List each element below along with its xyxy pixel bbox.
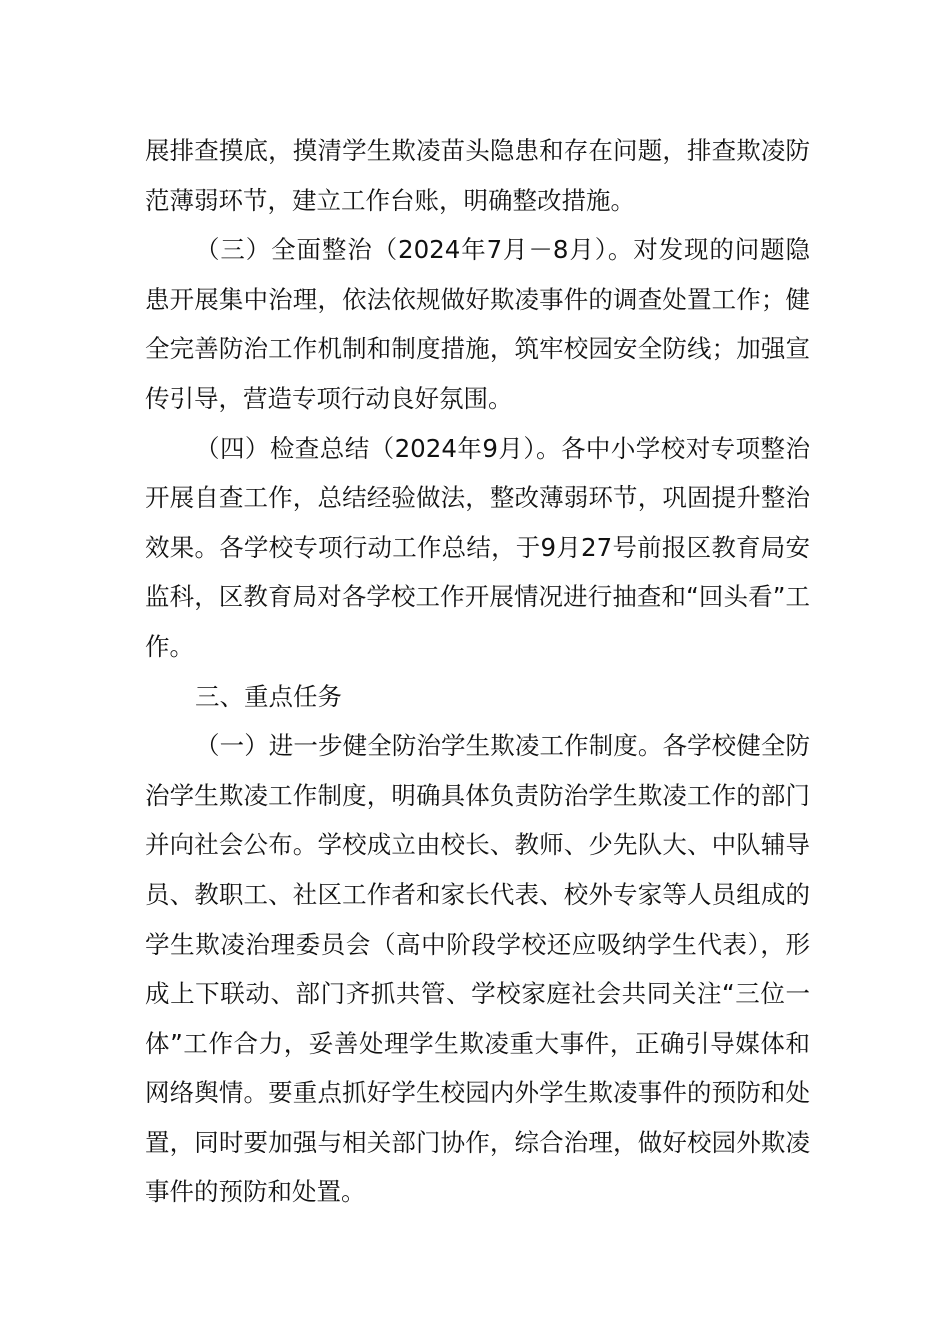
document-body <box>145 126 810 1217</box>
paragraph-continuation: 展排查摸底，摸清学生欺凌苗头隐患和存在问题，排查欺凌防范薄弱环节，建立工作台账，明确整改措施。 <box>145 136 810 215</box>
paragraph-inspection-summary: （四）检查总结（2024年9月）。各中小学校对专项整治开展自查工作，总结经验做法，整改薄弱环节，巩固提升整治效果。各学校专项行动工作总结，于9月27号前报区教育局安监科，区教育局对各学校工作开展情况进行抽查和“回头看”工作。 <box>145 433 810 661</box>
paragraph-anti-bullying-system: （一）进一步健全防治学生欺凌工作制度。各学校健全防治学生欺凌工作制度，明确具体负责防治学生欺凌工作的部门并向社会公布。学校成立由校长、教师、少先队大、中队辅导员、教职工、社区工作者和家长代表、校外专家等人员组成的学生欺凌治理委员会（高中阶段学校还应吸纳学生代表），形成上下联动、部门齐抓共管、学校家庭社会共同关注“三位一体”工作合力，妥善处理学生欺凌重大事件，正确引导媒体和网络舆情。要重点抓好学生校园内外学生欺凌事件的预防和处置，同时要加强与相关部门协作，综合治理，做好校园外欺凌事件的预防和处置。 <box>145 731 810 1207</box>
section-heading-key-tasks: 三、重点任务 <box>195 681 342 711</box>
paragraph-comprehensive-rectification: （三）全面整治（2024年7月－8月）。对发现的问题隐患开展集中治理，依法依规做好欺凌事件的调查处置工作；健全完善防治工作机制和制度措施，筑牢校园安全防线；加强宣传引导，营造专项行动良好氛围。 <box>145 235 810 413</box>
